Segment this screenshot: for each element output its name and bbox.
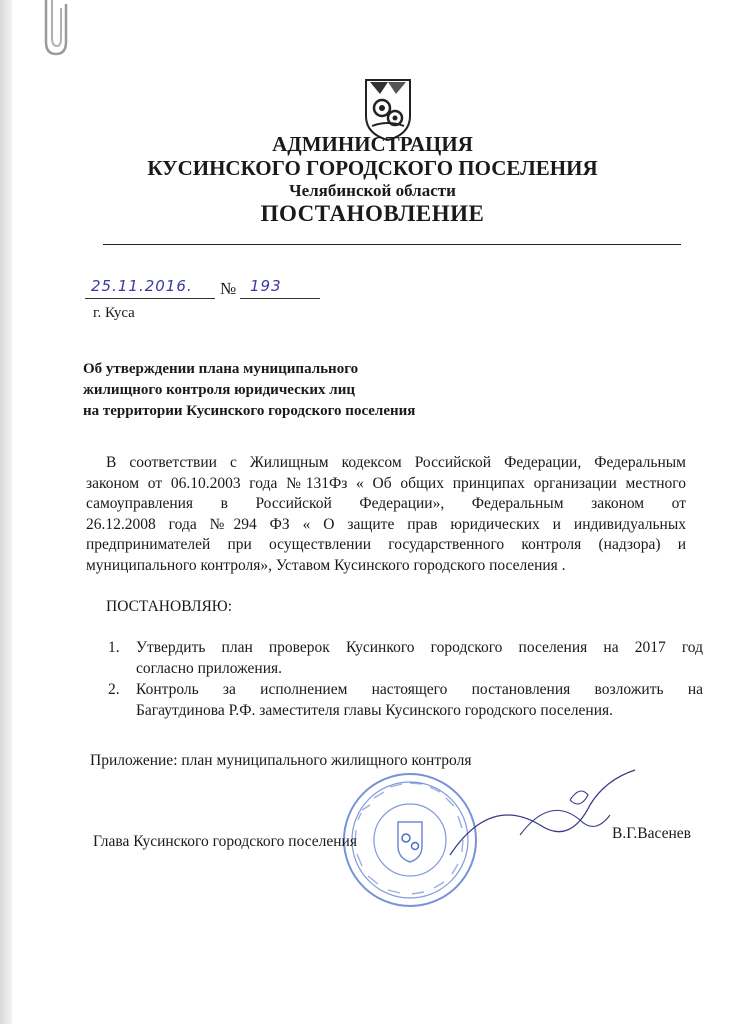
document-type: ПОСТАНОВЛЕНИЕ (260, 201, 485, 226)
number-sign: № (220, 279, 237, 298)
preamble-paragraph (86, 453, 686, 576)
preamble-line: муниципального контроля», Уставом Кусинского городского поселения . (86, 556, 566, 574)
org-name-line2: КУСИНСКОГО ГОРОДСКОГО ПОСЕЛЕНИЯ (147, 156, 598, 180)
item-line: Контроль за исполнением настоящего постановления возложить на (136, 681, 703, 698)
region-label: Челябинской области (289, 181, 456, 200)
preamble-line: В соответствии с Жилищным кодексом Российской Федерации, Федеральным (106, 454, 686, 471)
paperclip-icon (38, 0, 78, 60)
appendix-note: Приложение: план муниципального жилищного контроля (90, 752, 472, 769)
preamble-line: законом от 06.10.2003 года №131Фз « Об общих принципах организации местного (86, 474, 686, 492)
decree-item (108, 679, 703, 721)
decree-item (108, 637, 703, 679)
handwritten-number: 193 (250, 277, 282, 295)
item-number: 2. (108, 681, 120, 698)
item-line: Багаутдинова Р.Ф. заместителя главы Кусинского городского поселения. (136, 702, 613, 719)
date-number-row (85, 277, 325, 301)
header-divider (103, 244, 681, 245)
handwritten-signature-icon (430, 765, 650, 875)
item-line: согласно приложения. (136, 660, 283, 677)
decree-word: ПОСТАНОВЛЯЮ: (106, 598, 233, 615)
signer-position: Глава Кусинского городского поселения (93, 833, 357, 850)
signer-name: В.Г.Васенев (612, 825, 691, 842)
item-number: 1. (108, 639, 120, 656)
decree-items (108, 637, 703, 721)
org-name-line1: АДМИНИСТРАЦИЯ (272, 132, 473, 156)
preamble-line: 26.12.2008 года №294 ФЗ « О защите прав юридических и индивидуальных (86, 515, 686, 533)
handwritten-date: 25.11.2016. (91, 277, 193, 295)
title-line: Об утверждении плана муниципального (83, 361, 359, 377)
title-line: на территории Кусинского городского поселения (83, 403, 416, 419)
date-underline (85, 298, 215, 299)
title-line: жилищного контроля юридических лиц (83, 382, 356, 398)
preamble-line: предпринимателей при осуществлении государственного контроля (надзора) и (86, 536, 686, 553)
city-label: г. Куса (93, 305, 135, 321)
decree-title (83, 359, 415, 422)
item-line: Утвердить план проверок Кусинкого городского поселения на 2017 год (136, 639, 703, 656)
number-underline (240, 298, 320, 299)
preamble-line: самоуправления в Российской Федерации», Федеральным законом от (86, 495, 686, 512)
